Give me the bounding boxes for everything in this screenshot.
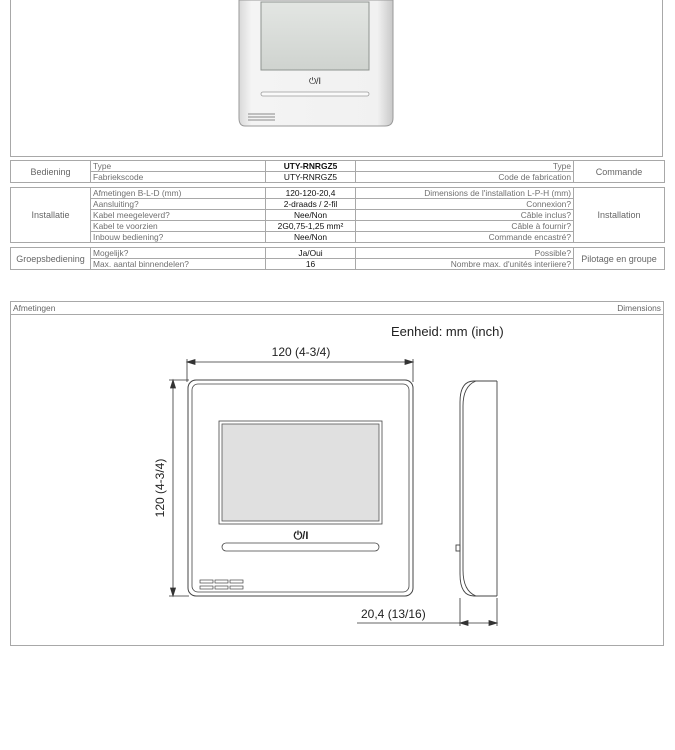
table-row	[11, 161, 665, 172]
front-view	[188, 380, 413, 596]
table-row	[11, 199, 665, 210]
row-label-fr: Type	[356, 161, 574, 172]
row-value: 120-120-20,4	[266, 188, 356, 199]
row-label-fr: Code de fabrication	[356, 172, 574, 183]
row-value: Nee/Non	[266, 232, 356, 243]
group-label-fr: Pilotage en groupe	[574, 248, 665, 270]
table-row	[11, 248, 665, 259]
row-label-nl: Afmetingen B-L-D (mm)	[91, 188, 266, 199]
row-value: 16	[266, 259, 356, 270]
row-value: Ja/Oui	[266, 248, 356, 259]
height-dimension	[169, 380, 189, 596]
dimension-drawing	[11, 302, 663, 645]
table-row	[11, 232, 665, 243]
row-label-nl: Kabel meegeleverd?	[91, 210, 266, 221]
row-value: Nee/Non	[266, 210, 356, 221]
width-label: 120 (4-3/4)	[271, 345, 331, 359]
row-label-fr: Commande encastré?	[356, 232, 574, 243]
row-label-fr: Câble à fournir?	[356, 221, 574, 232]
table-row	[11, 210, 665, 221]
row-label-nl: Kabel te voorzien	[91, 221, 266, 232]
row-label-fr: Connexion?	[356, 199, 574, 210]
group-label-nl: Installatie	[11, 188, 91, 243]
spec-table	[10, 160, 665, 270]
dimensions-panel	[10, 301, 664, 646]
table-row	[11, 221, 665, 232]
table-row	[11, 188, 665, 199]
table-row	[11, 172, 665, 183]
width-dimension	[187, 359, 413, 382]
dimensions-title-fr: Dimensions	[617, 303, 661, 313]
unit-label: Eenheid: mm (inch)	[391, 324, 504, 339]
row-label-fr: Dimensions de l'installation L-P-H (mm)	[356, 188, 574, 199]
row-label-fr: Câble inclus?	[356, 210, 574, 221]
row-label-nl: Type	[91, 161, 266, 172]
group-label-fr: Commande	[574, 161, 665, 183]
row-label-fr: Possible?	[356, 248, 574, 259]
depth-label: 20,4 (13/16)	[361, 607, 426, 621]
row-value: 2G0,75-1,25 mm²	[266, 221, 356, 232]
table-row	[11, 259, 665, 270]
height-label: 120 (4-3/4)	[153, 458, 167, 518]
group-label-fr: Installation	[574, 188, 665, 243]
row-value: 2-draads / 2-fil	[266, 199, 356, 210]
controller-bar	[261, 92, 369, 96]
row-label-fr: Nombre max. d'unités interiiere?	[356, 259, 574, 270]
power-symbol: ⏻/I	[293, 530, 309, 542]
controller-screen	[261, 2, 369, 70]
row-label-nl: Inbouw bediening?	[91, 232, 266, 243]
vent-slots	[200, 580, 243, 589]
row-label-nl: Fabriekscode	[91, 172, 266, 183]
row-label-nl: Mogelijk?	[91, 248, 266, 259]
group-label-nl: Groepsbediening	[11, 248, 91, 270]
side-view	[456, 381, 497, 596]
row-value: UTY-RNRGZ5	[266, 161, 356, 172]
row-value: UTY-RNRGZ5	[266, 172, 356, 183]
product-photo	[11, 0, 663, 157]
product-photo-frame	[10, 0, 663, 157]
group-label-nl: Bediening	[11, 161, 91, 183]
dimensions-title-nl: Afmetingen	[13, 303, 56, 313]
row-label-nl: Max. aantal binnendelen?	[91, 259, 266, 270]
power-symbol: ⏻/I	[308, 76, 322, 86]
row-label-nl: Aansluiting?	[91, 199, 266, 210]
